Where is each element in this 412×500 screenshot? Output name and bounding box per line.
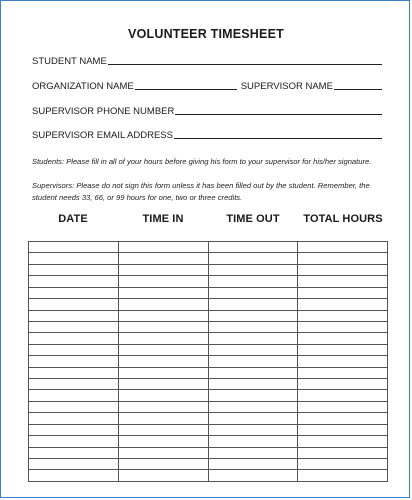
cell-total-hours[interactable] (298, 310, 388, 321)
cell-time-out[interactable] (208, 242, 298, 253)
cell-time-in[interactable] (118, 459, 208, 470)
cell-time-in[interactable] (118, 344, 208, 355)
table-row (29, 436, 388, 447)
cell-time-in[interactable] (118, 379, 208, 390)
cell-time-out[interactable] (208, 344, 298, 355)
cell-date[interactable] (29, 413, 119, 424)
cell-total-hours[interactable] (298, 253, 388, 264)
cell-time-out[interactable] (208, 401, 298, 412)
table-column-headers (28, 213, 388, 227)
cell-time-in[interactable] (118, 367, 208, 378)
cell-time-out[interactable] (208, 253, 298, 264)
cell-total-hours[interactable] (298, 379, 388, 390)
supervisor-email-field[interactable] (174, 138, 382, 139)
cell-total-hours[interactable] (298, 287, 388, 298)
cell-time-out[interactable] (208, 276, 298, 287)
supervisor-name-field[interactable] (334, 89, 382, 90)
student-name-row (32, 53, 382, 67)
cell-time-out[interactable] (208, 470, 298, 481)
cell-time-out[interactable] (208, 390, 298, 401)
cell-date[interactable] (29, 459, 119, 470)
cell-time-out[interactable] (208, 310, 298, 321)
cell-date[interactable] (29, 299, 119, 310)
cell-total-hours[interactable] (298, 242, 388, 253)
cell-time-in[interactable] (118, 436, 208, 447)
table-row (29, 299, 388, 310)
table-row (29, 459, 388, 470)
organization-name-field[interactable] (135, 89, 237, 90)
cell-total-hours[interactable] (298, 264, 388, 275)
organization-supervisor-row (32, 78, 382, 92)
table-row (29, 413, 388, 424)
table-row (29, 253, 388, 264)
cell-time-out[interactable] (208, 379, 298, 390)
cell-date[interactable] (29, 367, 119, 378)
cell-total-hours[interactable] (298, 401, 388, 412)
cell-total-hours[interactable] (298, 356, 388, 367)
table-row (29, 367, 388, 378)
table-row (29, 242, 388, 253)
cell-date[interactable] (29, 276, 119, 287)
table-row (29, 344, 388, 355)
cell-time-in[interactable] (118, 242, 208, 253)
supervisor-name-label: SUPERVISOR NAME (240, 81, 333, 92)
table-row (29, 333, 388, 344)
cell-time-in[interactable] (118, 299, 208, 310)
cell-time-out[interactable] (208, 299, 298, 310)
cell-time-out[interactable] (208, 333, 298, 344)
cell-time-out[interactable] (208, 264, 298, 275)
cell-date[interactable] (29, 379, 119, 390)
cell-time-in[interactable] (118, 413, 208, 424)
cell-date[interactable] (29, 321, 119, 332)
table-row (29, 424, 388, 435)
table-row (29, 310, 388, 321)
form-title: VOLUNTEER TIMESHEET (128, 27, 284, 41)
cell-date[interactable] (29, 401, 119, 412)
supervisors-note-line2: student needs 33, 66, or 99 hours for one, two or three credits. (32, 192, 243, 202)
cell-total-hours[interactable] (298, 413, 388, 424)
supervisor-email-row (32, 127, 382, 141)
cell-total-hours[interactable] (298, 344, 388, 355)
table-row (29, 390, 388, 401)
cell-total-hours[interactable] (298, 390, 388, 401)
cell-date[interactable] (29, 253, 119, 264)
supervisor-phone-field[interactable] (175, 114, 382, 115)
cell-time-in[interactable] (118, 253, 208, 264)
students-instructions (32, 156, 384, 168)
cell-time-in[interactable] (118, 424, 208, 435)
cell-date[interactable] (29, 424, 119, 435)
cell-date[interactable] (29, 436, 119, 447)
table-row (29, 287, 388, 298)
cell-time-out[interactable] (208, 356, 298, 367)
cell-date[interactable] (29, 310, 119, 321)
cell-time-in[interactable] (118, 390, 208, 401)
cell-time-in[interactable] (118, 470, 208, 481)
table-row (29, 276, 388, 287)
supervisor-email-label: SUPERVISOR EMAIL ADDRESS (32, 130, 173, 141)
cell-time-in[interactable] (118, 333, 208, 344)
cell-total-hours[interactable] (298, 367, 388, 378)
cell-time-out[interactable] (208, 459, 298, 470)
table-row (29, 356, 388, 367)
cell-date[interactable] (29, 447, 119, 458)
cell-date[interactable] (29, 470, 119, 481)
cell-time-out[interactable] (208, 436, 298, 447)
student-name-label: STUDENT NAME (32, 56, 107, 67)
cell-total-hours[interactable] (298, 321, 388, 332)
cell-time-out[interactable] (208, 287, 298, 298)
cell-time-in[interactable] (118, 287, 208, 298)
cell-total-hours[interactable] (298, 436, 388, 447)
cell-time-in[interactable] (118, 447, 208, 458)
cell-date[interactable] (29, 264, 119, 275)
table-row (29, 321, 388, 332)
cell-total-hours[interactable] (298, 333, 388, 344)
table-row (29, 264, 388, 275)
organization-name-label: ORGANIZATION NAME (32, 81, 134, 92)
cell-date[interactable] (29, 344, 119, 355)
cell-time-out[interactable] (208, 424, 298, 435)
supervisor-phone-row (32, 103, 382, 117)
column-header-time-in: TIME IN (142, 213, 184, 225)
cell-time-out[interactable] (208, 321, 298, 332)
supervisors-instructions (32, 180, 384, 203)
column-header-time-out: TIME OUT (226, 213, 280, 225)
cell-time-in[interactable] (118, 401, 208, 412)
table-row (29, 447, 388, 458)
cell-total-hours[interactable] (298, 470, 388, 481)
hours-table (28, 241, 388, 482)
cell-date[interactable] (29, 356, 119, 367)
cell-time-out[interactable] (208, 413, 298, 424)
cell-time-out[interactable] (208, 447, 298, 458)
cell-date[interactable] (29, 242, 119, 253)
cell-time-in[interactable] (118, 276, 208, 287)
cell-total-hours[interactable] (298, 424, 388, 435)
student-name-field[interactable] (108, 64, 382, 65)
cell-time-in[interactable] (118, 356, 208, 367)
column-header-date: DATE (58, 213, 88, 225)
cell-date[interactable] (29, 287, 119, 298)
cell-time-out[interactable] (208, 367, 298, 378)
table-row (29, 470, 388, 481)
students-note-text: Students: Please fill in all of your hours before giving his form to your supervisor for his/her signature. (32, 157, 372, 166)
cell-time-in[interactable] (118, 321, 208, 332)
cell-total-hours[interactable] (298, 276, 388, 287)
table-row (29, 401, 388, 412)
cell-total-hours[interactable] (298, 299, 388, 310)
cell-total-hours[interactable] (298, 447, 388, 458)
cell-date[interactable] (29, 333, 119, 344)
cell-time-in[interactable] (118, 310, 208, 321)
cell-total-hours[interactable] (298, 459, 388, 470)
supervisors-note-line1: Supervisors: Please do not sign this form unless it has been filled out by the student. Remember, the (32, 181, 370, 190)
cell-time-in[interactable] (118, 264, 208, 275)
column-header-total-hours: TOTAL HOURS (303, 213, 383, 225)
table-row (29, 379, 388, 390)
cell-date[interactable] (29, 390, 119, 401)
supervisor-phone-label: SUPERVISOR PHONE NUMBER (32, 106, 175, 117)
